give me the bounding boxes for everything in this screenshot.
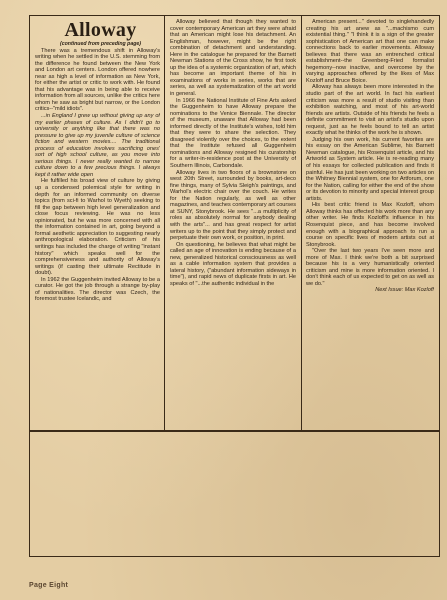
paragraph: American present..." devoted to singlehandedly creating his art anew as "...machismo cum existential thing." "I think it is a sign of the greater sophistication of American art that one can make connections back to earlier movements. Alloway believes that there was an entrenched critical establishment--the Greenberg-Fried formalist hegemony--now inactive, and overcome by the varying approaches offered by the likes of Max Kozloff and Bruce Boice. <box>306 19 434 84</box>
article-column-1 <box>35 19 160 427</box>
article-title: Alloway <box>64 19 137 41</box>
column-rule <box>164 16 165 430</box>
paragraph: Judging his own work, his current favorites are his essay on the American Sublime, his Barnett Newman catalogue, his Rosenquist article, and his Artworld as System article. He is re-reading many of his essays for collected publication and finds it painful. He has just been working on two articles on the Whitney Biennial system, one for Artforum, one for the Nation, calling for either the end of the show or its devotion to minority and special interest group artists. <box>306 136 434 202</box>
next-issue-note: Next Issue: Max Kozloff <box>375 287 434 294</box>
paragraph: Alloway lives in two floors of a brownstone on west 20th Street, surrounded by books, art-deco fine things, many of Sylvia Sleigh's paintings, and Warhol's electric chair over the couch. He writes for the Nation regularly, as well as other magazines, and teaches contemporary art courses at SUNY, Stonybrook. He sees "...a multiplicity of roles as absolutely normal for anybody dealing with the arts"... and has great respect for artist writers up to the point that they simply protect and perpetuate their own work, or position, in print. <box>170 169 296 242</box>
continued-note: (continued from preceding page) <box>60 41 141 47</box>
paragraph: Alloway has always been more interested in the studio part of the art world. In fact his earliest criticism was more a result of studio visiting than exhibition watching, and most of his art-world friends are artists. Outside of his friends he feels a definite commitment to visit an artist's studio upon request, just as he feels bound to tell an artist exactly what he thinks of the work he is shown. <box>306 84 434 137</box>
page-number: Page Eight <box>29 582 69 589</box>
article-frame <box>29 15 440 431</box>
column-rule <box>301 16 302 430</box>
empty-box <box>29 431 440 557</box>
paragraph: Alloway believed that though they wanted to cover contemporary American art they were afraid that an American might lose his detachment. An Englishman, however, might be the right combination of detachment and understanding. Here in the catalogue he prepared for the Barnett Newman Stations of the Cross show, he first took up the idea of a systemic organization of art, which has become an important theme of his in examinations of works in series, works that are series, as well as systematization of the art world in general. <box>170 19 296 98</box>
article-column-2 <box>170 19 296 427</box>
paragraph: In 1962 the Guggenheim invited Alloway to be a curator. He got the job through a strange by-play of nationalities. The director was Czech, the foremost trustee Icelandic, and <box>35 276 160 303</box>
paragraph: His best critic friend is Max Kozloff, whom Alloway thinks has offected his work more than any other writer. He finds Kozloff's influence in his Rosenquist piece, and has become involved enough with a biographical approach to run a course on specific lives of modern artists out at Stonybrook. <box>306 202 434 248</box>
paragraph: He fulfilled his broad view of culture by giving up a condensed polemical style for writing in depth for an informed community on diverse topics (from sci-fi to Warhol to Wyeth) seeking to fill the gap between high level generalization and close focus reviewing. He was no less opinionated, but he was more concerned with all the information contained in art, going beyond a formal aesthetic appreciation to suggesting nearly anthropological elaboration. Criticism of his writings has included the charge of writing "instant history" which speaks well for the comprehensiveness and authority of Alloway's writings (if casting their ultimate Rectitude in doubt). <box>35 178 160 277</box>
paragraph: There was a tremendous shift in Alloway's writing when he settled in the U.S. stemming from the difference he found between the New York and London art centers. London offered nowhere near as high a level of information as New York, for either the artist or critic to work with. He found that his advantage was in being able to receive information from all sources, unlike the critics here whom he saw as bright but narrow, or the London critics--"mild idiots". <box>35 47 160 113</box>
paragraph: On questioning, he believes that what might be called an age of innovation is ending because of a new, generalized historical consciousness as well as a cable information system that provides a lateral history, ("abundant information sideways in time"), and rapid news of duplicate firsts in art. He speaks of "...the authentic individual in the <box>170 241 296 287</box>
quote-paragraph: ...in England I grew up without giving up any of my earlier phases of culture. As I didn't go to university or anything like that there was no pressure to give up my juvenile culture of science fiction and western movies.... The traditional process of education involves sacrificing ones' sort of high school culture, as you move into serious things. I never really wanted to narrow culture down to a few precious things. I always kept it rather wide open <box>35 113 160 178</box>
paragraph: "Over the last two years I've seen more and more of Max. I think we're both a bit surprised because his is a very humanistically oriented criticism and mine is more information oriented. I don't think each of us expected to get on as well as we do." <box>306 248 434 287</box>
paragraph: In 1966 the National Institute of Fine Arts asked the Guggenheim to have Alloway prepare the nominations to the Venice Biennale. The director of the museum, unaware that Alloway had been informed directly of the Institute's wishes, told him that they were to share the selection. They disagreed violently over the choices, to the extent that the Institute refused all Guggenheim nominations and Alloway resigned his curatorship for a writer-in-residence post at the University of Southern Illinois, Carbondale. <box>170 97 296 170</box>
article-column-3 <box>306 19 434 427</box>
